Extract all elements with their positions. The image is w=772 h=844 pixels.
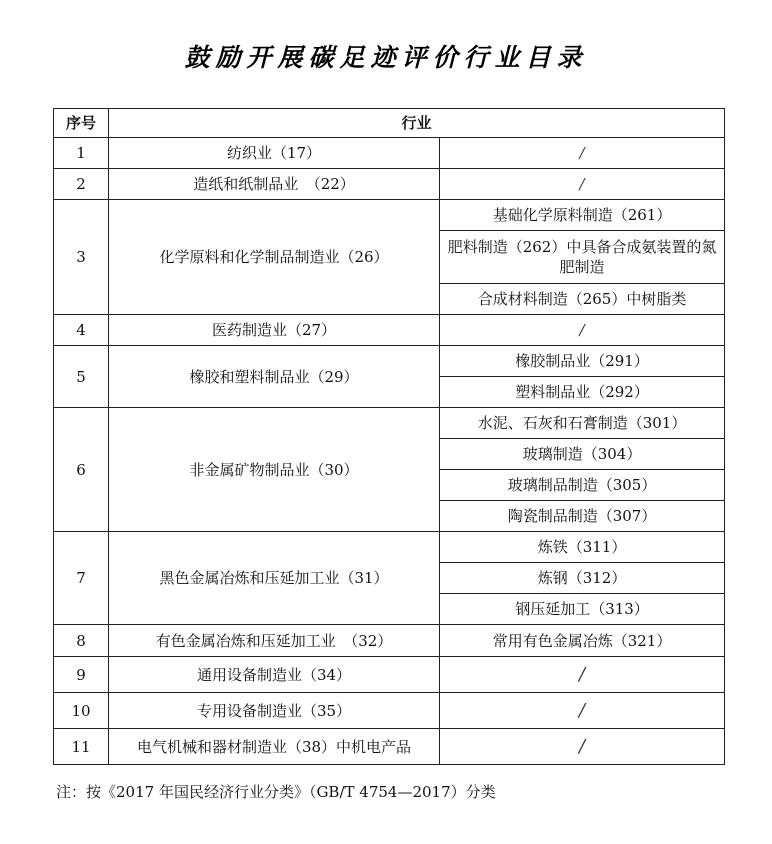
table-header-row (54, 109, 725, 138)
row-industry: 专用设备制造业（35） (109, 693, 440, 729)
table-row (54, 408, 725, 439)
row-sub: 橡胶制品业（291） (440, 346, 725, 377)
row-industry: 有色金属冶炼和压延加工业 （32） (109, 625, 440, 657)
row-sub: 钢压延加工（313） (440, 594, 725, 625)
industry-table (53, 108, 725, 765)
row-industry: 医药制造业（27） (109, 315, 440, 346)
table-row (54, 657, 725, 693)
table-row (54, 346, 725, 377)
row-sub: 炼铁（311） (440, 532, 725, 563)
table-row (54, 138, 725, 169)
row-industry: 黑色金属冶炼和压延加工业（31） (109, 532, 440, 625)
row-no: 10 (54, 693, 109, 729)
row-industry: 橡胶和塑料制品业（29） (109, 346, 440, 408)
footnote: 注：按《2017 年国民经济行业分类》（GB/T 4754—2017）分类 (56, 783, 496, 801)
row-sub: 塑料制品业（292） (440, 377, 725, 408)
row-sub: 陶瓷制品制造（307） (440, 501, 725, 532)
page-title: 鼓励开展碳足迹评价行业目录 (184, 43, 588, 72)
row-no: 2 (54, 169, 109, 200)
row-sub: 合成材料制造（265）中树脂类 (440, 284, 725, 315)
row-sub: / (440, 693, 725, 729)
row-no: 3 (54, 200, 109, 315)
row-industry: 电气机械和器材制造业（38）中机电产品 (109, 729, 440, 765)
row-industry: 化学原料和化学制品制造业（26） (109, 200, 440, 315)
table-row (54, 729, 725, 765)
table-row (54, 315, 725, 346)
table-row (54, 532, 725, 563)
row-no: 11 (54, 729, 109, 765)
row-sub: 水泥、石灰和石膏制造（301） (440, 408, 725, 439)
table-row (54, 625, 725, 657)
row-sub: 玻璃制品制造（305） (440, 470, 725, 501)
row-sub: / (440, 729, 725, 765)
row-no: 6 (54, 408, 109, 532)
row-no: 7 (54, 532, 109, 625)
row-sub: 炼钢（312） (440, 563, 725, 594)
header-no: 序号 (54, 109, 109, 138)
row-sub: 玻璃制造（304） (440, 439, 725, 470)
table-row (54, 200, 725, 231)
table-row (54, 693, 725, 729)
table-row (54, 169, 725, 200)
header-industry: 行业 (109, 109, 725, 138)
row-sub: / (440, 169, 725, 200)
row-industry: 造纸和纸制品业 （22） (109, 169, 440, 200)
row-industry: 非金属矿物制品业（30） (109, 408, 440, 532)
row-no: 5 (54, 346, 109, 408)
row-sub: / (440, 138, 725, 169)
row-no: 1 (54, 138, 109, 169)
row-sub: 基础化学原料制造（261） (440, 200, 725, 231)
row-no: 8 (54, 625, 109, 657)
row-sub: / (440, 315, 725, 346)
row-industry: 纺织业（17） (109, 138, 440, 169)
row-sub: / (440, 657, 725, 693)
row-industry: 通用设备制造业（34） (109, 657, 440, 693)
row-no: 9 (54, 657, 109, 693)
row-no: 4 (54, 315, 109, 346)
row-sub: 肥料制造（262）中具备合成氨装置的氮肥制造 (440, 231, 725, 284)
row-sub: 常用有色金属冶炼（321） (440, 625, 725, 657)
